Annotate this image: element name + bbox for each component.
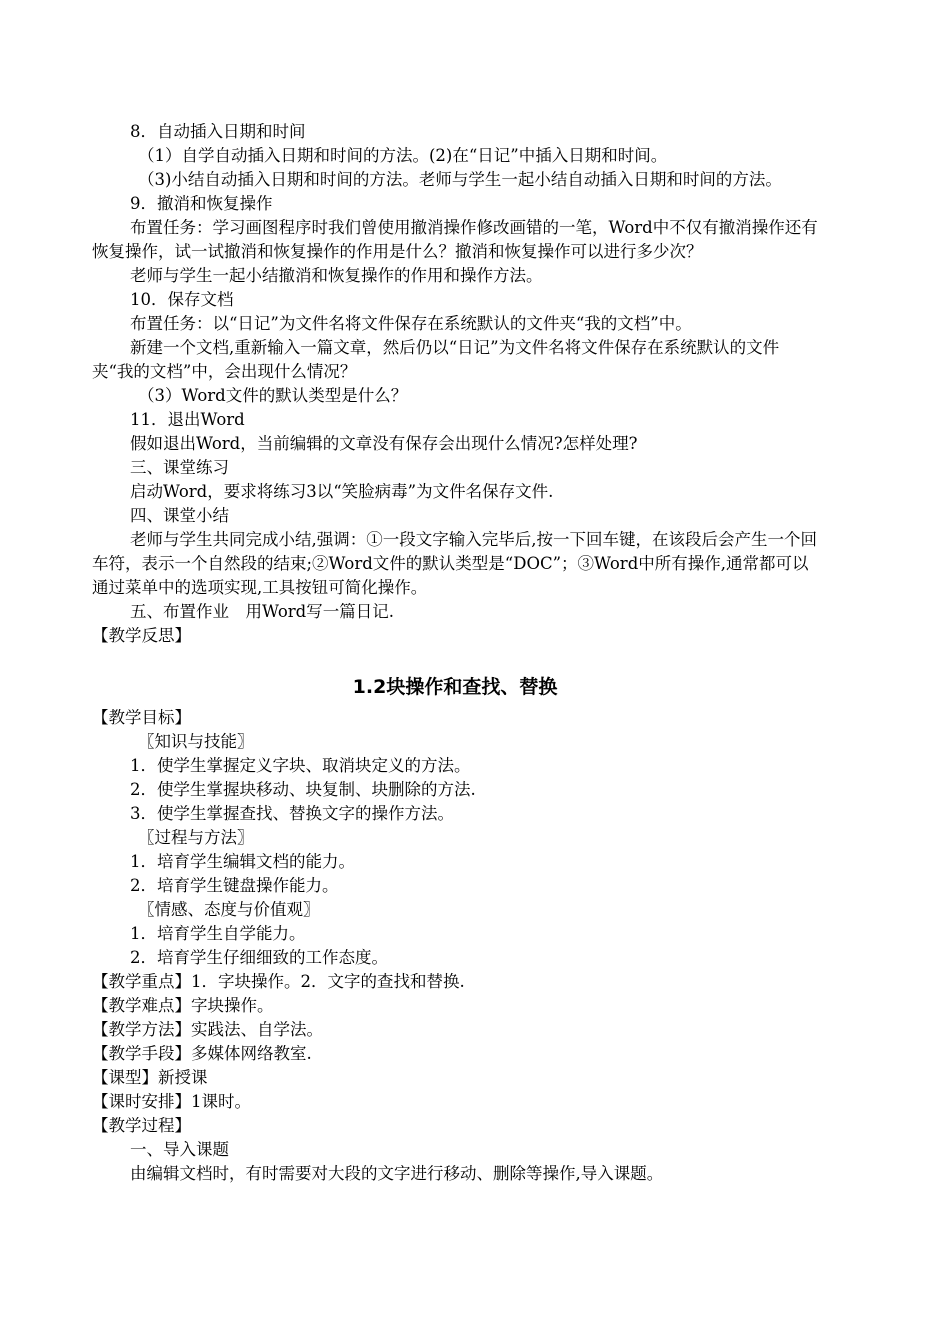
heading-save-doc: 10．保存文档	[130, 290, 234, 309]
heading-exit-word: 11．退出Word	[130, 410, 245, 429]
section-heading: 四、课堂小结	[130, 506, 229, 525]
list-item: 3．使学生掌握查找、替换文字的操作方法。	[130, 804, 454, 823]
bracket-heading: 【教学手段】多媒体网络教室.	[92, 1044, 312, 1063]
paragraph: 假如退出Word，当前编辑的文章没有保存会出现什么情况?怎样处理?	[130, 434, 638, 453]
paragraph: 布置任务：学习画图程序时我们曾使用撤消操作修改画错的一笔，Word中不仅有撤消操作还有恢复操作，试一试撤消和恢复操作的作用是什么？撤消和恢复操作可以进行多少次？	[92, 218, 818, 261]
list-item: 2．培育学生仔细细致的工作态度。	[130, 948, 388, 967]
bracket-heading: 【课型】新授课	[92, 1068, 208, 1087]
paragraph: 新建一个文档,重新输入一篇文章，然后仍以“日记”为文件名将文件保存在系统默认的文件夹“我的文档”中，会出现什么情况？	[92, 338, 780, 381]
bracket-heading: 【教学目标】	[92, 708, 191, 727]
paragraph: 布置任务：以“日记”为文件名将文件保存在系统默认的文件夹“我的文档”中。	[130, 314, 692, 333]
section-heading: 一、导入课题	[130, 1140, 229, 1159]
sub-heading: 〖情感、态度与价值观〗	[138, 900, 320, 919]
document-page	[92, 120, 818, 1186]
bracket-heading: 【课时安排】1课时。	[92, 1092, 251, 1111]
bracket-heading: 【教学过程】	[92, 1116, 191, 1135]
section-title: 1.2块操作和查找、替换	[352, 676, 558, 698]
sub-heading: 〖知识与技能〗	[138, 732, 254, 751]
heading-auto-date: 8．自动插入日期和时间	[130, 122, 306, 141]
list-item: 1．培育学生编辑文档的能力。	[130, 852, 355, 871]
section-heading: 五、布置作业 用Word写一篇日记.	[130, 602, 394, 621]
list-item: 2．使学生掌握块移动、块复制、块删除的方法.	[130, 780, 476, 799]
heading-undo-redo: 9．撤消和恢复操作	[130, 194, 273, 213]
paragraph: 老师与学生共同完成小结,强调：①一段文字输入完毕后,按一下回车键，在该段后会产生一个回车符，表示一个自然段的结束;②Word文件的默认类型是“DOC”；③Word中所有操作,通常都可以通过菜单中的选项实现,工具按钮可简化操作。	[92, 530, 817, 597]
paragraph: （3）Word文件的默认类型是什么？	[138, 386, 408, 405]
paragraph: （1）自学自动插入日期和时间的方法。(2)在“日记”中插入日期和时间。	[138, 146, 668, 165]
bracket-heading: 【教学方法】实践法、自学法。	[92, 1020, 323, 1039]
bracket-heading: 【教学难点】字块操作。	[92, 996, 274, 1015]
paragraph: （3)小结自动插入日期和时间的方法。老师与学生一起小结自动插入日期和时间的方法。	[138, 170, 782, 189]
list-item: 2．培育学生键盘操作能力。	[130, 876, 339, 895]
section-heading: 三、课堂练习	[130, 458, 229, 477]
bracket-heading: 【教学反思】	[92, 626, 191, 645]
paragraph: 老师与学生一起小结撤消和恢复操作的作用和操作方法。	[130, 266, 543, 285]
list-item: 1．培育学生自学能力。	[130, 924, 306, 943]
bracket-heading: 【教学重点】1．字块操作。2．文字的查找和替换.	[92, 972, 465, 991]
sub-heading: 〖过程与方法〗	[138, 828, 254, 847]
list-item: 1．使学生掌握定义字块、取消块定义的方法。	[130, 756, 471, 775]
paragraph: 由编辑文档时，有时需要对大段的文字进行移动、删除等操作,导入课题。	[130, 1164, 664, 1183]
paragraph: 启动Word，要求将练习3以“笑脸病毒”为文件名保存文件.	[130, 482, 554, 501]
